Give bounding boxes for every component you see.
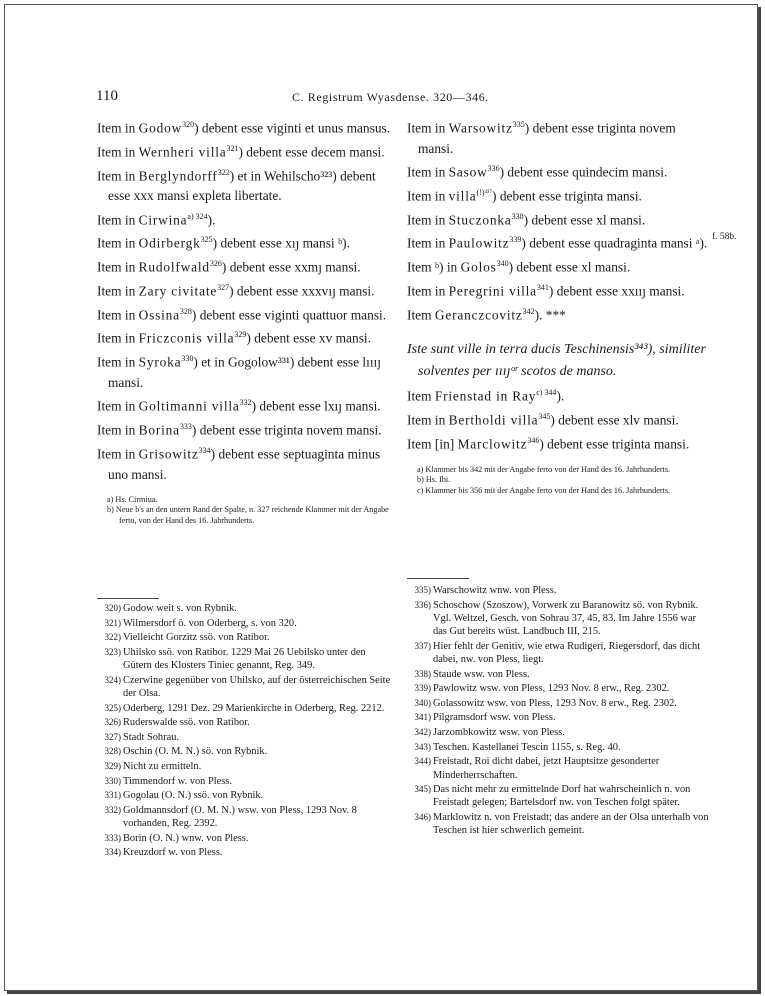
commentary-note (97, 775, 397, 788)
register-entry (407, 431, 712, 455)
commentary-note (407, 726, 710, 739)
commentary-note (407, 783, 710, 810)
place-name: Golos (460, 259, 497, 275)
note-text: Warschowitz wnw. von Pless. (433, 585, 557, 596)
note-ref: 346 (527, 435, 540, 445)
entry-prefix: Item in (97, 259, 139, 275)
commentary-note (97, 789, 397, 802)
page-number: 110 (96, 88, 118, 104)
note-number: 326) (104, 717, 121, 728)
note-text: Borin (O. N.) wnw. von Pless. (123, 832, 249, 844)
note-number: 327) (104, 731, 121, 742)
commentary-note (97, 617, 397, 630)
note-text: Pawlowitz wsw. von Pless, 1293 Nov. 8 erw., Reg. 2302. (433, 683, 670, 695)
running-title: C. Registrum Wyasdense. 320—346. (292, 90, 489, 104)
note-number: 336) (414, 599, 431, 610)
place-name: Friczconis villa (138, 330, 235, 346)
place-name: Godow (138, 120, 183, 136)
register-entry (407, 407, 712, 431)
entry-text: ). (556, 388, 565, 404)
entry-prefix: Item in (407, 412, 449, 428)
left-column (97, 115, 392, 526)
entry-text: ) debent esse lxıȷ mansi. (251, 398, 381, 414)
notes-left (97, 602, 397, 861)
commentary-note (407, 811, 710, 838)
register-entry (97, 441, 392, 485)
text-footnotes (407, 465, 712, 497)
note-ref: 326 (209, 259, 222, 269)
entry-text: ) debent esse xlv mansi. (550, 412, 679, 428)
place-name: Rudolfwald (138, 259, 210, 275)
note-ref: 339 (509, 235, 522, 245)
place-name: Stuczonka (448, 212, 512, 228)
note-number: 335) (414, 585, 431, 595)
note-number: 329) (104, 760, 121, 771)
entry-text: ) debent esse quadraginta mansi ᵃ). (521, 235, 708, 251)
commentary-note (407, 584, 710, 597)
note-text: Wilmersdorf ö. von Oderberg, s. von 320. (123, 617, 297, 629)
note-number: 334) (104, 847, 121, 858)
note-text: Pilgramsdorf wsw. von Pless. (433, 712, 556, 724)
register-entry (97, 278, 392, 302)
commentary-note (97, 674, 397, 701)
note-number: 332) (104, 804, 121, 815)
note-number: 323) (104, 646, 121, 657)
register-entry (97, 115, 392, 139)
entry-prefix: Item ᵇ) in (407, 259, 461, 275)
note-ref: c) 344 (536, 388, 557, 398)
note-text: Jarzombkowitz wsw. von Pless. (433, 727, 565, 739)
note-number: 333) (104, 832, 121, 843)
commentary-note (407, 697, 710, 710)
entry-prefix: Item [in] (407, 436, 458, 452)
entry-text: ). *** (534, 307, 566, 323)
entry-text: ) et in Wehilscho³²³) debent esse xxx mansi expleta libertate. (108, 168, 376, 204)
note-number: 343) (414, 741, 431, 752)
commentary-note (407, 741, 710, 754)
commentary-note (407, 711, 710, 724)
place-name: Goltimanni villa (138, 398, 240, 414)
note-text: Marklowitz n. von Freistadt; das andere an der Olsa unterhalb von Teschen ist hier schwerlich gemeint. (433, 812, 709, 837)
entry-text: ) debent esse xv mansi. (246, 330, 371, 346)
place-name: Zary civitate (138, 283, 218, 299)
note-text: Ruderswalde ssö. von Ratibor. (123, 717, 250, 729)
note-text: Das nicht mehr zu ermittelnde Dorf hat wahrscheinlich n. von Freistadt gelegen; Bartelsdorf nw. von Teschen folgt später. (433, 784, 691, 809)
entry-prefix: Item in (407, 283, 449, 299)
note-number: 345) (414, 784, 431, 795)
entry-prefix: Item (407, 388, 435, 404)
notes-right (407, 584, 710, 839)
commentary-note (97, 745, 397, 758)
note-text: Nicht zu ermitteln. (123, 760, 202, 772)
commentary-note (97, 702, 397, 715)
register-entry (407, 278, 712, 302)
note-text: Gogolau (O. N.) ssö. von Rybnik. (123, 790, 264, 802)
place-name: villa (448, 188, 477, 204)
note-text: Schoschow (Szoszow), Vorwerk zu Baranowitz sö. von Rybnik. Vgl. Weltzel, Gesch. von Sohrau 37, 45, 83. Im Jahre 1556 war das Gut bereits wüst. Landbuch III, 215. (433, 599, 699, 638)
note-number: 346) (414, 812, 431, 823)
note-text: Timmendorf w. von Pless. (123, 775, 232, 787)
note-ref: 332 (239, 398, 252, 408)
entry-text: ) debent esse viginti quattuor mansi. (191, 307, 387, 323)
entry-text: ) debent esse triginta novem mansi. (191, 422, 382, 438)
note-number: 337) (414, 640, 431, 651)
note-number: 322) (104, 632, 121, 643)
entry-prefix: Item in (97, 307, 139, 323)
register-entry (407, 115, 712, 159)
commentary-note (407, 640, 710, 667)
note-ref: 325 (200, 235, 213, 245)
note-number: 321) (104, 617, 121, 628)
note-ref: 320 (182, 120, 195, 129)
note-ref: (!)³³⁷ (476, 187, 493, 197)
note-text: Oderberg, 1291 Dez. 29 Marienkirche in Oderberg, Reg. 2212. (123, 702, 385, 714)
entry-prefix: Item in (97, 422, 139, 438)
note-number: 338) (414, 668, 431, 679)
place-name: Bertholdi villa (448, 412, 539, 428)
footnote-rule-right (407, 578, 469, 579)
note-number: 320) (104, 603, 121, 613)
note-text: Teschen. Kastellanei Tescin 1155, s. Reg. 40. (433, 741, 621, 753)
entry-prefix: Item in (97, 283, 139, 299)
entry-prefix: Item in (97, 168, 139, 183)
note-number: 325) (104, 702, 121, 713)
register-entry (407, 302, 712, 326)
text-footnotes (97, 495, 392, 527)
entry-prefix: Item in (407, 235, 449, 251)
text-footnote: b) Neue b's an den untern Rand der Spalte, n. 327 reichende Klammer mit der Angabe ferto, von der Hand des 16. Jahrhunderts. (107, 505, 389, 525)
register-entry (97, 139, 392, 163)
place-name: Ossina (138, 307, 180, 323)
note-ref: 334 (198, 445, 211, 455)
commentary-note (97, 716, 397, 729)
entry-text: ) debent esse xl mansi. (523, 212, 646, 228)
note-number: 331) (104, 790, 121, 801)
register-entry (407, 254, 712, 278)
commentary-note (97, 602, 397, 615)
register-entry (97, 417, 392, 441)
place-name: Wernheri villa (138, 144, 227, 160)
note-ref: 330 (181, 354, 194, 364)
place-name: Peregrini villa (448, 283, 537, 299)
note-text: Goldmannsdorf (O. M. N.) wsw. von Pless, 1293 Nov. 8 vorhanden, Reg. 2392. (123, 804, 357, 830)
entry-text: ) et in Gogolow³³¹) debent esse lıııȷ mansi. (108, 354, 381, 390)
entry-text: ) debent esse viginti et unus mansus. (194, 120, 391, 136)
note-ref: 338 (511, 211, 524, 221)
entry-prefix: Item in (407, 188, 449, 204)
register-entry (97, 254, 392, 278)
entry-prefix: Item in (97, 330, 139, 346)
commentary-note (97, 804, 397, 831)
note-text: Freistadt, Roi dicht dabei, jetzt Hauptsitze gesonderter Minderherrschaften. (433, 756, 660, 781)
entry-text: ) debent esse xxııȷ mansi. (548, 283, 685, 299)
note-text: Stadt Sohrau. (123, 731, 179, 743)
register-entry (407, 383, 712, 407)
place-name: Frienstad in Ray (434, 388, 537, 404)
commentary-note (97, 832, 397, 845)
note-ref: 345 (538, 412, 551, 422)
note-ref: 321 (226, 143, 239, 153)
note-ref: 336 (487, 164, 500, 174)
note-number: 339) (414, 683, 431, 694)
entry-text: ) debent esse xl mansi. (508, 259, 631, 275)
note-text: Godow weit s. von Rybnik. (123, 603, 237, 614)
text-footnote: a) Klammer bis 342 mit der Angabe ferto von der Hand des 16. Jahrhunderts. (417, 464, 671, 474)
text-footnote: c) Klammer bis 356 mit der Angabe ferto von der Hand des 16. Jahrhunderts. (417, 485, 671, 495)
entry-prefix: Item in (97, 398, 139, 414)
note-ref: 328 (179, 306, 192, 316)
entry-prefix: Item in (407, 212, 449, 228)
entry-prefix: Item in (97, 212, 139, 228)
entry-text: ) debent esse triginta mansi. (492, 188, 642, 204)
register-entry (407, 183, 712, 207)
note-number: 330) (104, 775, 121, 786)
note-text: Hier fehlt der Genitiv, wie etwa Rudigeri, Riegersdorf, das dicht dabei, nw. von Pless, liegt. (433, 640, 701, 666)
place-name: Geranczcovitz (434, 307, 523, 323)
note-text: Golassowitz wsw. von Pless, 1293 Nov. 8 erw., Reg. 2302. (433, 697, 677, 709)
commentary-note (407, 668, 710, 681)
side-reference: f. 58b. (712, 232, 737, 242)
commentary-note (407, 599, 710, 639)
register-entry (407, 207, 712, 231)
register-entry (97, 393, 392, 417)
place-name: Borina (138, 422, 180, 438)
note-ref: 342 (522, 306, 535, 316)
entry-text: ) debent esse xxxvıȷ mansi. (229, 283, 375, 299)
footnote-rule-left (97, 598, 159, 599)
right-column (407, 115, 712, 496)
register-entry (97, 230, 392, 254)
register-entry (97, 349, 392, 393)
note-number: 342) (414, 727, 431, 738)
entry-prefix: Item in (97, 354, 139, 370)
place-name: Marclowitz (457, 436, 528, 452)
entry-prefix: Item in (97, 120, 139, 136)
place-name: Cirwina (138, 212, 188, 228)
commentary-note (97, 731, 397, 744)
note-text: Czerwine gegenüber von Uhilsko, auf der österreichischen Seite der Olsa. (123, 674, 391, 699)
register-entry (97, 302, 392, 326)
note-ref: 327 (217, 282, 230, 292)
note-ref: a) 324 (187, 211, 208, 221)
page-header (96, 88, 706, 108)
note-number: 344) (414, 756, 431, 767)
note-number: 328) (104, 746, 121, 757)
entry-text: ) debent esse decem mansi. (238, 144, 385, 160)
note-text: Kreuzdorf w. von Pless. (123, 847, 223, 859)
commentary-note (97, 760, 397, 773)
place-name: Berglyndorff (138, 168, 218, 183)
entry-prefix: Item in (407, 164, 449, 180)
register-entry (97, 207, 392, 231)
register-entry (97, 325, 392, 349)
note-text: Staude wsw. von Pless. (433, 668, 530, 680)
entry-prefix: Item in (407, 120, 449, 136)
note-ref: 329 (234, 330, 247, 340)
note-ref: 341 (536, 282, 549, 292)
entry-prefix: Item in (97, 446, 139, 462)
entry-text: ) debent esse triginta mansi. (539, 436, 690, 452)
note-ref: 322 (217, 167, 230, 177)
note-number: 324) (104, 674, 121, 685)
note-ref: 335 (512, 120, 525, 129)
note-ref: 340 (496, 259, 509, 269)
register-entry (407, 159, 712, 183)
place-name: Grisowitz (138, 446, 199, 462)
note-number: 341) (414, 712, 431, 723)
entry-text: ). (207, 212, 216, 228)
entry-text: ) debent esse xxmȷ mansi. (221, 259, 361, 275)
commentary-note (407, 682, 710, 695)
commentary-note (407, 755, 710, 782)
entry-text: ) debent esse triginta novem mansi. (418, 120, 676, 156)
register-entry (407, 230, 712, 254)
place-name: Sasow (448, 164, 488, 180)
note-text: Oschin (O. M. N.) sö. von Rybnik. (123, 746, 268, 758)
entry-text: ) debent esse xıȷ mansi ᵇ). (212, 235, 350, 251)
note-ref: 333 (179, 422, 192, 432)
entry-prefix: Item (407, 307, 435, 323)
entry-text: ) debent esse quindecim mansi. (499, 164, 668, 180)
commentary-note (97, 846, 397, 859)
place-name: Syroka (138, 354, 182, 370)
place-name: Warsowitz (448, 120, 513, 136)
commentary-note (97, 631, 397, 644)
place-name: Odirbergk (138, 235, 201, 251)
note-number: 340) (414, 697, 431, 708)
register-entry (97, 163, 392, 207)
note-text: Uhilsko ssö. von Ratibor. 1229 Mai 26 Uebilsko unter den Gütern des Klosters Tiniec genannt, Reg. 349. (123, 646, 366, 672)
note-text: Vielleicht Gorzitz ssö. von Ratibor. (123, 632, 270, 644)
entry-text: ) debent esse septuaginta minus uno mansi. (108, 446, 381, 482)
place-name: Paulowitz (448, 235, 510, 251)
text-footnote: a) Hs. Cirmiua. (107, 494, 158, 504)
commentary-note (97, 646, 397, 673)
section-heading: Iste sunt ville in terra ducis Teschinensis³⁴³), similiter solventes per ıııȷᵒʳ scotos de manso. (407, 342, 706, 380)
text-footnote: b) Hs. Ibi. (417, 475, 451, 485)
entry-prefix: Item in (97, 235, 139, 251)
entry-prefix: Item in (97, 144, 139, 160)
